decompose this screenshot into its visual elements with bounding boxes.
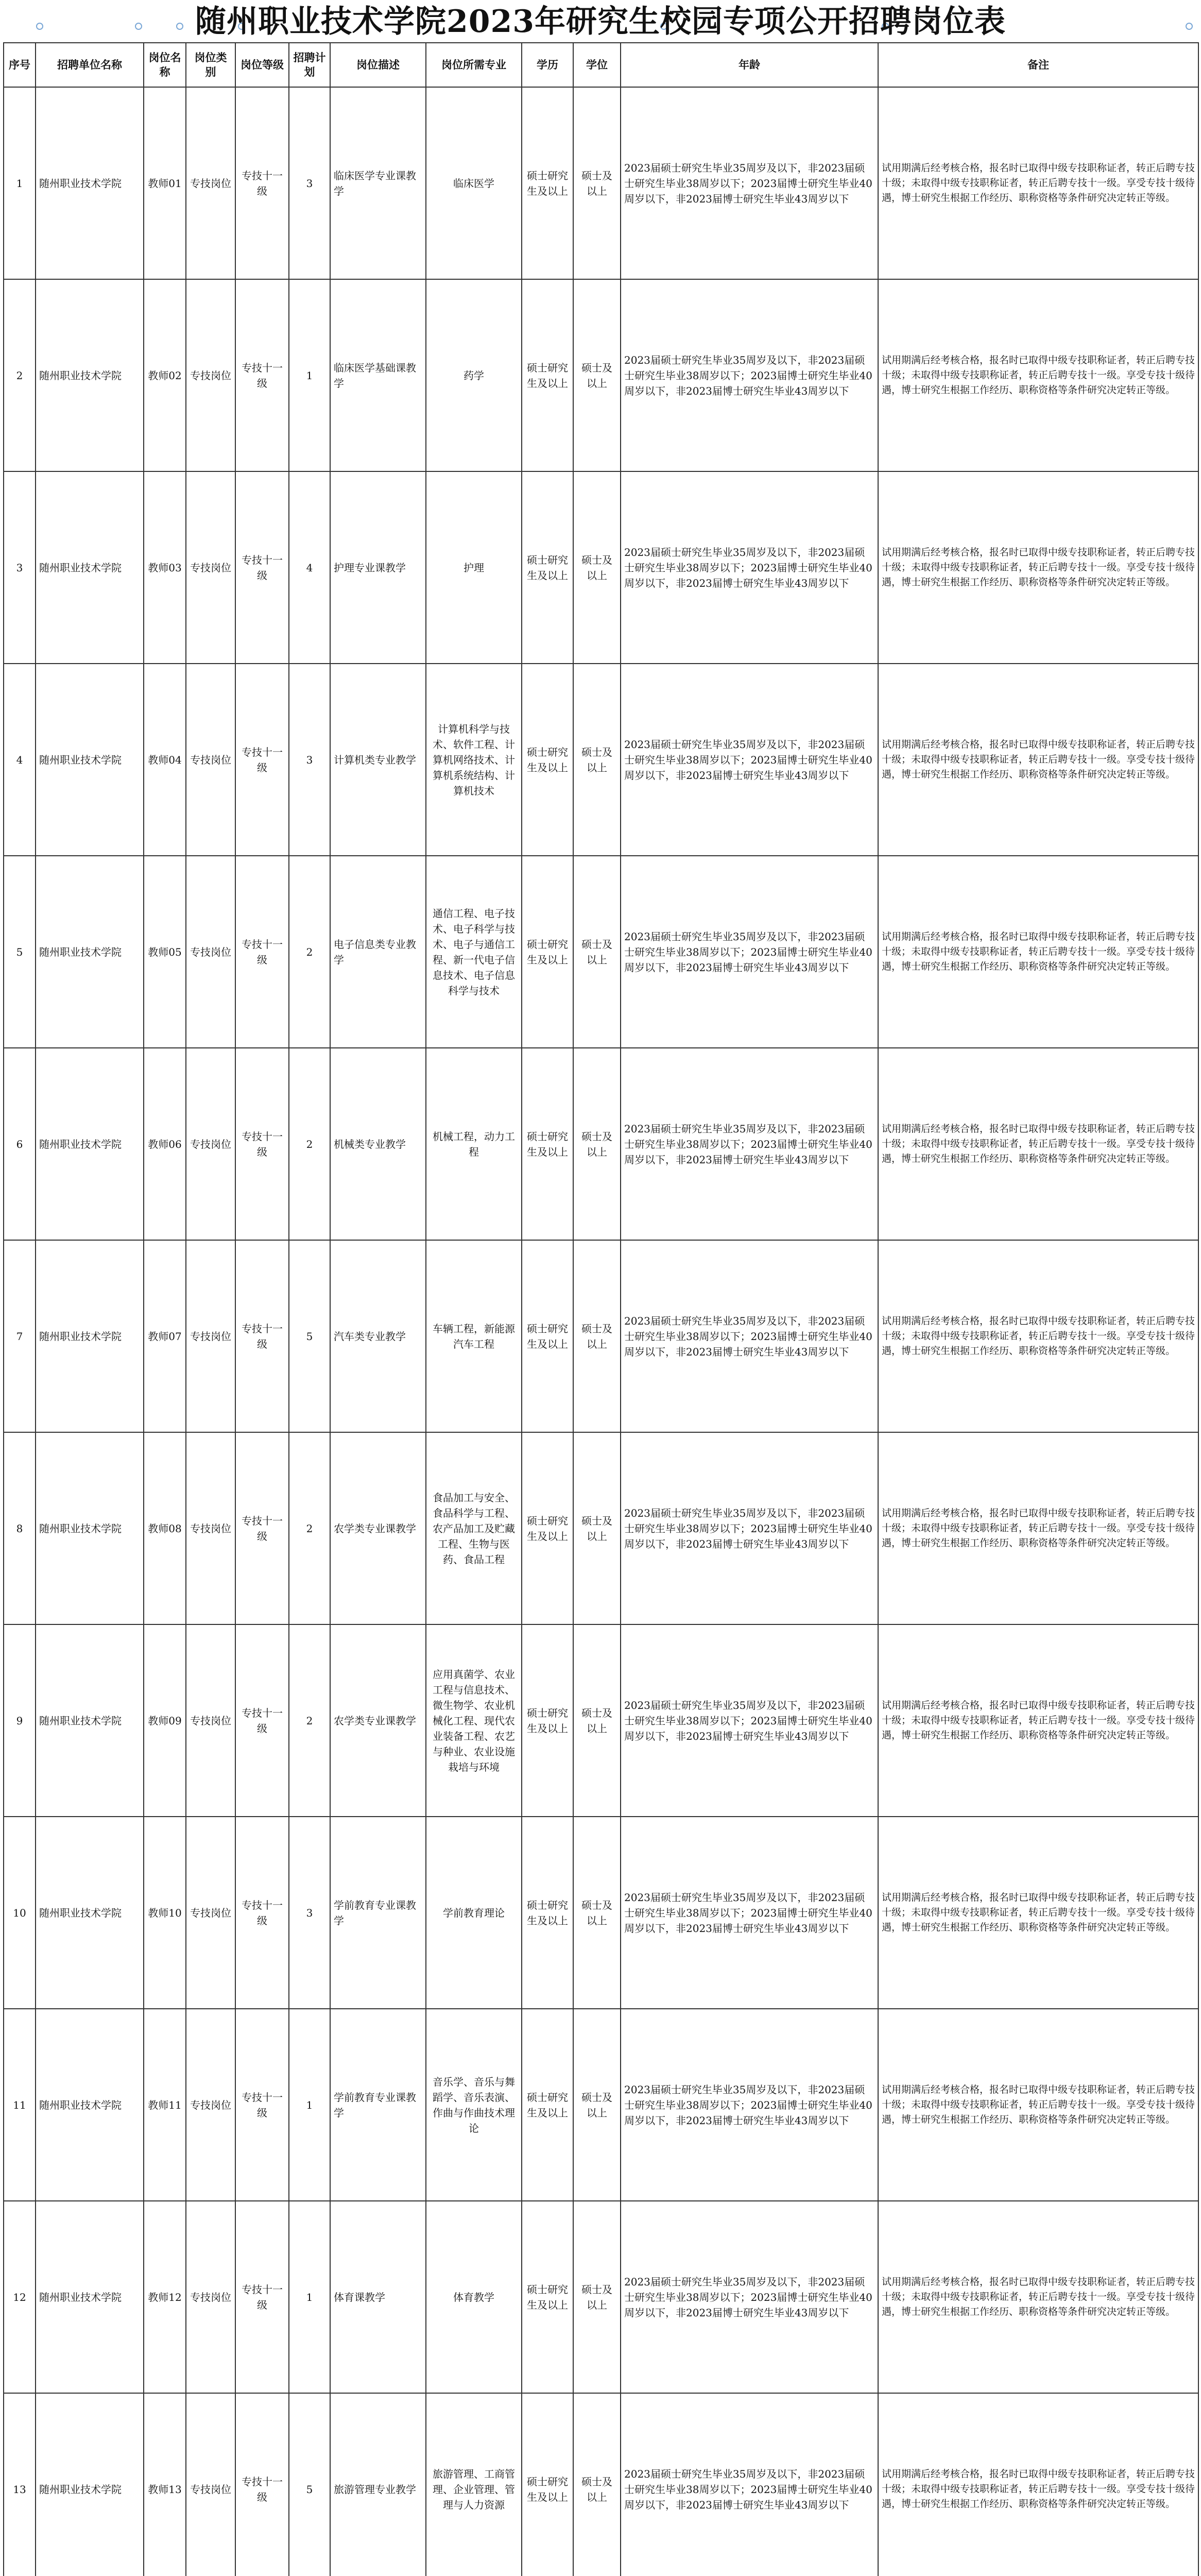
header-degree: 学位 [573, 43, 621, 87]
cell-major: 食品加工与安全、食品科学与工程、农产品加工及贮藏工程、生物与医药、食品工程 [426, 1432, 522, 1624]
cell-unit: 随州职业技术学院 [36, 87, 144, 279]
cell-post-type: 专技岗位 [186, 1240, 235, 1432]
table-row [4, 471, 1198, 664]
cell-plan: 1 [289, 2009, 330, 2201]
cell-major: 护理 [426, 471, 522, 664]
cell-plan: 2 [289, 1048, 330, 1240]
cell-degree: 硕士及以上 [573, 2393, 621, 2576]
cell-plan: 2 [289, 1432, 330, 1624]
cell-unit: 随州职业技术学院 [36, 856, 144, 1048]
cell-degree: 硕士及以上 [573, 279, 621, 471]
cell-age: 2023届硕士研究生毕业35周岁及以下，非2023届硕士研究生毕业38周岁以下；2023届博士研究生毕业40周岁以下，非2023届博士研究生毕业43周岁以下 [621, 1432, 878, 1624]
header-major: 岗位所需专业 [426, 43, 522, 87]
table-body [4, 87, 1198, 2576]
cell-plan: 3 [289, 1817, 330, 2009]
cell-age: 2023届硕士研究生毕业35周岁及以下，非2023届硕士研究生毕业38周岁以下；2023届博士研究生毕业40周岁以下，非2023届博士研究生毕业43周岁以下 [621, 1817, 878, 2009]
cell-seq: 13 [4, 2393, 36, 2576]
cell-seq: 6 [4, 1048, 36, 1240]
cell-edu: 硕士研究生及以上 [522, 2009, 573, 2201]
cell-seq: 9 [4, 1624, 36, 1817]
cell-post-level: 专技十一级 [235, 279, 289, 471]
cell-edu: 硕士研究生及以上 [522, 1624, 573, 1817]
cell-edu: 硕士研究生及以上 [522, 2201, 573, 2393]
cell-post-level: 专技十一级 [235, 471, 289, 664]
cell-unit: 随州职业技术学院 [36, 1432, 144, 1624]
cell-plan: 1 [289, 279, 330, 471]
header-seq: 序号 [4, 43, 36, 87]
cell-plan: 3 [289, 87, 330, 279]
cell-post-type: 专技岗位 [186, 279, 235, 471]
cell-age: 2023届硕士研究生毕业35周岁及以下，非2023届硕士研究生毕业38周岁以下；2023届博士研究生毕业40周岁以下，非2023届博士研究生毕业43周岁以下 [621, 471, 878, 664]
cell-major: 机械工程，动力工程 [426, 1048, 522, 1240]
cell-unit: 随州职业技术学院 [36, 1817, 144, 2009]
cell-edu: 硕士研究生及以上 [522, 471, 573, 664]
header-unit: 招聘单位名称 [36, 43, 144, 87]
header-plan: 招聘计划 [289, 43, 330, 87]
recruitment-table [3, 42, 1199, 2576]
cell-post-type: 专技岗位 [186, 471, 235, 664]
cell-note: 试用期满后经考核合格，报名时已取得中级专技职称证者，转正后聘专技十级；未取得中级专技职称证者，转正后聘专技十一级。享受专技十级待遇，博士研究生根据工作经历、职称资格等条件研究决定转正等级。 [878, 1048, 1198, 1240]
table-header-row [4, 43, 1198, 87]
cell-desc: 学前教育专业课教学 [330, 2009, 426, 2201]
cell-edu: 硕士研究生及以上 [522, 279, 573, 471]
header-post-name: 岗位名称 [144, 43, 186, 87]
cell-major: 旅游管理、工商管理、企业管理、管理与人力资源 [426, 2393, 522, 2576]
cell-edu: 硕士研究生及以上 [522, 1240, 573, 1432]
cell-post-type: 专技岗位 [186, 1817, 235, 2009]
cell-post-level: 专技十一级 [235, 2393, 289, 2576]
cell-age: 2023届硕士研究生毕业35周岁及以下，非2023届硕士研究生毕业38周岁以下；2023届博士研究生毕业40周岁以下，非2023届博士研究生毕业43周岁以下 [621, 279, 878, 471]
cell-post-name: 教师02 [144, 279, 186, 471]
cell-post-type: 专技岗位 [186, 1432, 235, 1624]
cell-post-type: 专技岗位 [186, 664, 235, 856]
cell-edu: 硕士研究生及以上 [522, 856, 573, 1048]
cell-degree: 硕士及以上 [573, 1432, 621, 1624]
cell-desc: 临床医学专业课教学 [330, 87, 426, 279]
cell-degree: 硕士及以上 [573, 2201, 621, 2393]
cell-note: 试用期满后经考核合格，报名时已取得中级专技职称证者，转正后聘专技十级；未取得中级专技职称证者，转正后聘专技十一级。享受专技十级待遇，博士研究生根据工作经历、职称资格等条件研究决定转正等级。 [878, 87, 1198, 279]
cell-desc: 旅游管理专业教学 [330, 2393, 426, 2576]
table-row [4, 2393, 1198, 2576]
cell-degree: 硕士及以上 [573, 664, 621, 856]
cell-desc: 护理专业课教学 [330, 471, 426, 664]
cell-seq: 8 [4, 1432, 36, 1624]
cell-note: 试用期满后经考核合格，报名时已取得中级专技职称证者，转正后聘专技十级；未取得中级专技职称证者，转正后聘专技十一级。享受专技十级待遇，博士研究生根据工作经历、职称资格等条件研究决定转正等级。 [878, 279, 1198, 471]
cell-post-name: 教师07 [144, 1240, 186, 1432]
cell-unit: 随州职业技术学院 [36, 279, 144, 471]
table-row [4, 1048, 1198, 1240]
cell-seq: 7 [4, 1240, 36, 1432]
cell-post-name: 教师01 [144, 87, 186, 279]
table-row [4, 279, 1198, 471]
cell-age: 2023届硕士研究生毕业35周岁及以下，非2023届硕士研究生毕业38周岁以下；2023届博士研究生毕业40周岁以下，非2023届博士研究生毕业43周岁以下 [621, 1240, 878, 1432]
cell-desc: 计算机类专业教学 [330, 664, 426, 856]
cell-unit: 随州职业技术学院 [36, 1624, 144, 1817]
cell-post-name: 教师05 [144, 856, 186, 1048]
cell-desc: 机械类专业教学 [330, 1048, 426, 1240]
cell-major: 药学 [426, 279, 522, 471]
cell-post-name: 教师11 [144, 2009, 186, 2201]
document-title: 随州职业技术学院2023年研究生校园专项公开招聘岗位表 [195, 4, 1006, 40]
cell-note: 试用期满后经考核合格，报名时已取得中级专技职称证者，转正后聘专技十级；未取得中级专技职称证者，转正后聘专技十一级。享受专技十级待遇，博士研究生根据工作经历、职称资格等条件研究决定转正等级。 [878, 856, 1198, 1048]
cell-seq: 2 [4, 279, 36, 471]
header-desc: 岗位描述 [330, 43, 426, 87]
cell-seq: 3 [4, 471, 36, 664]
table-row [4, 664, 1198, 856]
cell-unit: 随州职业技术学院 [36, 2201, 144, 2393]
cell-unit: 随州职业技术学院 [36, 2393, 144, 2576]
cell-post-type: 专技岗位 [186, 1048, 235, 1240]
cell-seq: 5 [4, 856, 36, 1048]
cell-unit: 随州职业技术学院 [36, 2009, 144, 2201]
cell-post-level: 专技十一级 [235, 856, 289, 1048]
cell-age: 2023届硕士研究生毕业35周岁及以下，非2023届硕士研究生毕业38周岁以下；2023届博士研究生毕业40周岁以下，非2023届博士研究生毕业43周岁以下 [621, 2201, 878, 2393]
cell-unit: 随州职业技术学院 [36, 1048, 144, 1240]
cell-age: 2023届硕士研究生毕业35周岁及以下，非2023届硕士研究生毕业38周岁以下；2023届博士研究生毕业40周岁以下，非2023届博士研究生毕业43周岁以下 [621, 856, 878, 1048]
cell-degree: 硕士及以上 [573, 1817, 621, 2009]
cell-edu: 硕士研究生及以上 [522, 1817, 573, 2009]
cell-note: 试用期满后经考核合格，报名时已取得中级专技职称证者，转正后聘专技十级；未取得中级专技职称证者，转正后聘专技十一级。享受专技十级待遇，博士研究生根据工作经历、职称资格等条件研究决定转正等级。 [878, 2009, 1198, 2201]
cell-plan: 2 [289, 856, 330, 1048]
cell-desc: 电子信息类专业教学 [330, 856, 426, 1048]
cell-unit: 随州职业技术学院 [36, 664, 144, 856]
table-row [4, 2201, 1198, 2393]
cell-degree: 硕士及以上 [573, 1048, 621, 1240]
cell-age: 2023届硕士研究生毕业35周岁及以下，非2023届硕士研究生毕业38周岁以下；2023届博士研究生毕业40周岁以下，非2023届博士研究生毕业43周岁以下 [621, 664, 878, 856]
table-row [4, 1432, 1198, 1624]
cell-degree: 硕士及以上 [573, 87, 621, 279]
cell-major: 车辆工程，新能源汽车工程 [426, 1240, 522, 1432]
cell-post-type: 专技岗位 [186, 2201, 235, 2393]
cell-age: 2023届硕士研究生毕业35周岁及以下，非2023届硕士研究生毕业38周岁以下；2023届博士研究生毕业40周岁以下，非2023届博士研究生毕业43周岁以下 [621, 1048, 878, 1240]
cell-unit: 随州职业技术学院 [36, 471, 144, 664]
cell-note: 试用期满后经考核合格，报名时已取得中级专技职称证者，转正后聘专技十级；未取得中级专技职称证者，转正后聘专技十一级。享受专技十级待遇，博士研究生根据工作经历、职称资格等条件研究决定转正等级。 [878, 471, 1198, 664]
cell-note: 试用期满后经考核合格，报名时已取得中级专技职称证者，转正后聘专技十级；未取得中级专技职称证者，转正后聘专技十一级。享受专技十级待遇，博士研究生根据工作经历、职称资格等条件研究决定转正等级。 [878, 1432, 1198, 1624]
cell-note: 试用期满后经考核合格，报名时已取得中级专技职称证者，转正后聘专技十级；未取得中级专技职称证者，转正后聘专技十一级。享受专技十级待遇，博士研究生根据工作经历、职称资格等条件研究决定转正等级。 [878, 1624, 1198, 1817]
cell-seq: 12 [4, 2201, 36, 2393]
cell-post-type: 专技岗位 [186, 2009, 235, 2201]
cell-seq: 10 [4, 1817, 36, 2009]
cell-post-name: 教师12 [144, 2201, 186, 2393]
cell-plan: 5 [289, 1240, 330, 1432]
cell-post-name: 教师09 [144, 1624, 186, 1817]
cell-note: 试用期满后经考核合格，报名时已取得中级专技职称证者，转正后聘专技十级；未取得中级专技职称证者，转正后聘专技十一级。享受专技十级待遇，博士研究生根据工作经历、职称资格等条件研究决定转正等级。 [878, 2201, 1198, 2393]
cell-degree: 硕士及以上 [573, 471, 621, 664]
cell-major: 临床医学 [426, 87, 522, 279]
header-age: 年龄 [621, 43, 878, 87]
cell-note: 试用期满后经考核合格，报名时已取得中级专技职称证者，转正后聘专技十级；未取得中级专技职称证者，转正后聘专技十一级。享受专技十级待遇，博士研究生根据工作经历、职称资格等条件研究决定转正等级。 [878, 664, 1198, 856]
cell-post-level: 专技十一级 [235, 1624, 289, 1817]
cell-post-level: 专技十一级 [235, 1240, 289, 1432]
cell-edu: 硕士研究生及以上 [522, 1048, 573, 1240]
cell-note: 试用期满后经考核合格，报名时已取得中级专技职称证者，转正后聘专技十级；未取得中级专技职称证者，转正后聘专技十一级。享受专技十级待遇，博士研究生根据工作经历、职称资格等条件研究决定转正等级。 [878, 2393, 1198, 2576]
cell-post-name: 教师04 [144, 664, 186, 856]
cell-seq: 1 [4, 87, 36, 279]
cell-post-level: 专技十一级 [235, 1817, 289, 2009]
table-row [4, 1817, 1198, 2009]
header-edu: 学历 [522, 43, 573, 87]
cell-age: 2023届硕士研究生毕业35周岁及以下，非2023届硕士研究生毕业38周岁以下；2023届博士研究生毕业40周岁以下，非2023届博士研究生毕业43周岁以下 [621, 2009, 878, 2201]
cell-seq: 4 [4, 664, 36, 856]
cell-plan: 3 [289, 664, 330, 856]
cell-major: 音乐学、音乐与舞蹈学、音乐表演、作曲与作曲技术理论 [426, 2009, 522, 2201]
cell-post-level: 专技十一级 [235, 664, 289, 856]
cell-degree: 硕士及以上 [573, 1240, 621, 1432]
cell-age: 2023届硕士研究生毕业35周岁及以下，非2023届硕士研究生毕业38周岁以下；2023届博士研究生毕业40周岁以下，非2023届博士研究生毕业43周岁以下 [621, 1624, 878, 1817]
cell-post-level: 专技十一级 [235, 87, 289, 279]
cell-post-name: 教师10 [144, 1817, 186, 2009]
cell-major: 计算机科学与技术、软件工程、计算机网络技术、计算机系统结构、计算机技术 [426, 664, 522, 856]
cell-major: 体育教学 [426, 2201, 522, 2393]
cell-desc: 农学类专业课教学 [330, 1432, 426, 1624]
cell-post-type: 专技岗位 [186, 1624, 235, 1817]
cell-plan: 5 [289, 2393, 330, 2576]
cell-post-name: 教师08 [144, 1432, 186, 1624]
table-row [4, 2009, 1198, 2201]
cell-plan: 4 [289, 471, 330, 664]
cell-post-level: 专技十一级 [235, 1432, 289, 1624]
cell-post-name: 教师03 [144, 471, 186, 664]
cell-age: 2023届硕士研究生毕业35周岁及以下，非2023届硕士研究生毕业38周岁以下；2023届博士研究生毕业40周岁以下，非2023届博士研究生毕业43周岁以下 [621, 87, 878, 279]
header-post-level: 岗位等级 [235, 43, 289, 87]
cell-degree: 硕士及以上 [573, 856, 621, 1048]
table-row [4, 856, 1198, 1048]
table-row [4, 1624, 1198, 1817]
cell-major: 通信工程、电子技术、电子科学与技术、电子与通信工程、新一代电子信息技术、电子信息科学与技术 [426, 856, 522, 1048]
cell-edu: 硕士研究生及以上 [522, 2393, 573, 2576]
cell-desc: 体育课教学 [330, 2201, 426, 2393]
cell-age: 2023届硕士研究生毕业35周岁及以下，非2023届硕士研究生毕业38周岁以下；2023届博士研究生毕业40周岁以下，非2023届博士研究生毕业43周岁以下 [621, 2393, 878, 2576]
cell-edu: 硕士研究生及以上 [522, 664, 573, 856]
header-post-type: 岗位类别 [186, 43, 235, 87]
cell-desc: 汽车类专业教学 [330, 1240, 426, 1432]
cell-note: 试用期满后经考核合格，报名时已取得中级专技职称证者，转正后聘专技十级；未取得中级专技职称证者，转正后聘专技十一级。享受专技十级待遇，博士研究生根据工作经历、职称资格等条件研究决定转正等级。 [878, 1240, 1198, 1432]
cell-plan: 1 [289, 2201, 330, 2393]
cell-seq: 11 [4, 2009, 36, 2201]
cell-edu: 硕士研究生及以上 [522, 1432, 573, 1624]
cell-note: 试用期满后经考核合格，报名时已取得中级专技职称证者，转正后聘专技十级；未取得中级专技职称证者，转正后聘专技十一级。享受专技十级待遇，博士研究生根据工作经历、职称资格等条件研究决定转正等级。 [878, 1817, 1198, 2009]
cell-post-level: 专技十一级 [235, 2009, 289, 2201]
cell-major: 学前教育理论 [426, 1817, 522, 2009]
cell-post-level: 专技十一级 [235, 2201, 289, 2393]
cell-post-type: 专技岗位 [186, 856, 235, 1048]
cell-plan: 2 [289, 1624, 330, 1817]
cell-post-level: 专技十一级 [235, 1048, 289, 1240]
cell-major: 应用真菌学、农业工程与信息技术、微生物学、农业机械化工程、现代农业装备工程、农艺与种业、农业设施栽培与环境 [426, 1624, 522, 1817]
cell-degree: 硕士及以上 [573, 2009, 621, 2201]
cell-post-type: 专技岗位 [186, 2393, 235, 2576]
cell-post-name: 教师06 [144, 1048, 186, 1240]
cell-post-name: 教师13 [144, 2393, 186, 2576]
cell-degree: 硕士及以上 [573, 1624, 621, 1817]
cell-edu: 硕士研究生及以上 [522, 87, 573, 279]
cell-desc: 临床医学基础课教学 [330, 279, 426, 471]
cell-unit: 随州职业技术学院 [36, 1240, 144, 1432]
cell-desc: 农学类专业课教学 [330, 1624, 426, 1817]
cell-post-type: 专技岗位 [186, 87, 235, 279]
table-row [4, 1240, 1198, 1432]
cell-desc: 学前教育专业课教学 [330, 1817, 426, 2009]
table-row [4, 87, 1198, 279]
header-note: 备注 [878, 43, 1198, 87]
